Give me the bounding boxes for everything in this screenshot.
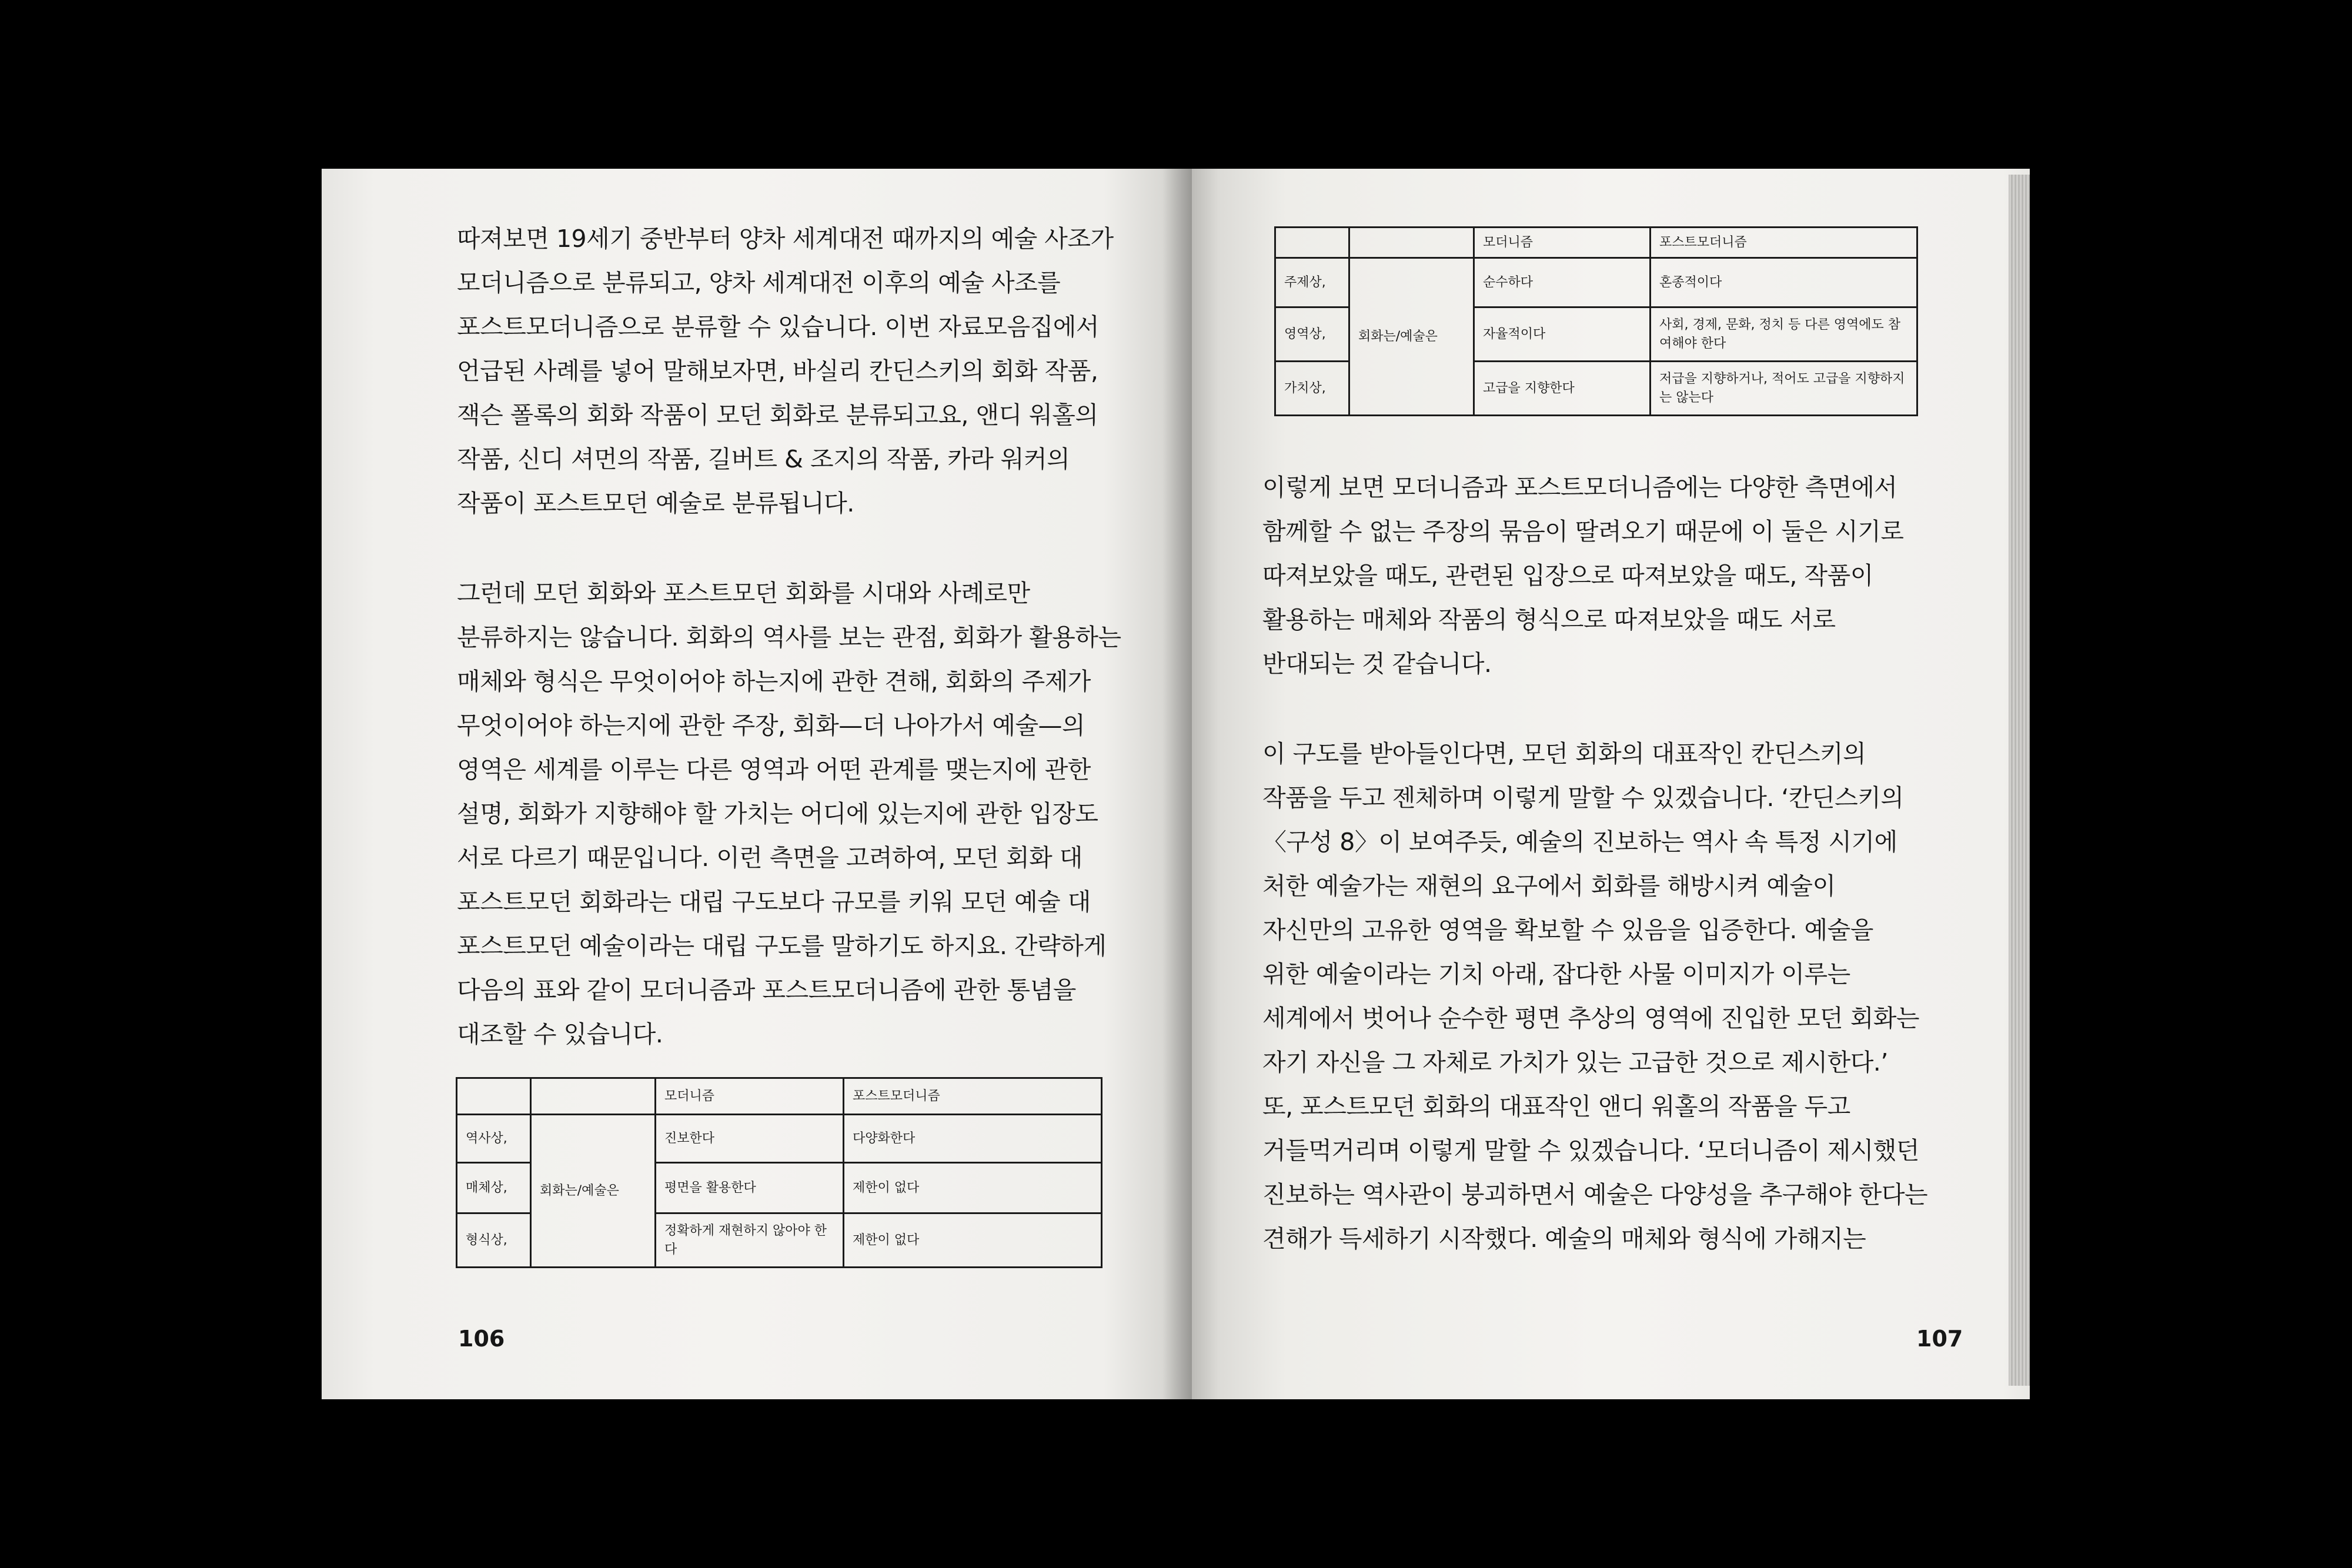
page-edge (2009, 175, 2030, 1386)
text-line: 무엇이어야 하는지에 관한 주장, 회화—더 나아가서 예술—의 (457, 711, 1085, 740)
page-number-right: 107 (1916, 1326, 1963, 1352)
text-line: 함께할 수 없는 주장의 묶음이 딸려오기 때문에 이 둘은 시기로 (1262, 517, 1904, 546)
text-line: 분류하지는 않습니다. 회화의 역사를 보는 관점, 회화가 활용하는 (457, 623, 1121, 651)
table-cell: 진보한다 (656, 1115, 844, 1163)
table-cell: 평면을 활용한다 (656, 1163, 844, 1213)
text-line: 영역은 세계를 이루는 다른 영역과 어떤 관계를 맺는지에 관한 (457, 755, 1091, 784)
right-page (1192, 169, 2030, 1399)
text-line: 작품이 포스트모던 예술로 분류됩니다. (457, 489, 854, 517)
table-cell: 혼종적이다 (1651, 258, 1917, 307)
text-line: 포스트모던 회화라는 대립 구도보다 규모를 키워 모던 예술 대 (457, 888, 1091, 916)
table-header-modernism: 모더니즘 (1474, 228, 1651, 258)
table-cell: 제한이 없다 (844, 1213, 1102, 1268)
text-line: 작품을 두고 젠체하며 이렇게 말할 수 있겠습니다. ‘칸딘스키의 (1262, 784, 1904, 812)
table-cell (457, 1078, 531, 1115)
table-cell: 다양화한다 (844, 1115, 1102, 1163)
text-line: 언급된 사례를 넣어 말해보자면, 바실리 칸딘스키의 회화 작품, (457, 357, 1098, 385)
table-row (457, 1115, 1102, 1163)
table-header-modernism: 모더니즘 (656, 1078, 844, 1115)
text-line: 포스트모던 예술이라는 대립 구도를 말하기도 하지요. 간략하게 (457, 932, 1107, 960)
comparison-table-right (1274, 226, 1918, 416)
table-header-row (1275, 228, 1917, 258)
text-line: 반대되는 것 같습니다. (1262, 650, 1492, 678)
text-line: 포스트모더니즘으로 분류할 수 있습니다. 이번 자료모음집에서 (457, 313, 1099, 341)
table-aspect-cell: 매체상, (457, 1163, 531, 1213)
table-subject-cell: 회화는/예술은 (531, 1115, 656, 1268)
gutter-shadow (1162, 169, 1192, 1399)
text-line: 매체와 형식은 무엇이어야 하는지에 관한 견해, 회화의 주제가 (457, 667, 1091, 696)
table-cell: 정확하게 재현하지 않아야 한다 (656, 1213, 844, 1268)
table-cell: 저급을 지향하거나, 적어도 고급을 지향하지는 않는다 (1651, 362, 1917, 416)
text-line: 자신만의 고유한 영역을 확보할 수 있음을 입증한다. 예술을 (1262, 916, 1873, 944)
table-aspect-cell: 가치상, (1275, 362, 1349, 416)
text-line: 다음의 표와 같이 모더니즘과 포스트모더니즘에 관한 통념을 (457, 976, 1076, 1004)
table-header-postmodernism: 포스트모더니즘 (1651, 228, 1917, 258)
text-line: 작품, 신디 셔먼의 작품, 길버트 & 조지의 작품, 카라 워커의 (457, 445, 1070, 473)
table-cell: 제한이 없다 (844, 1163, 1102, 1213)
comparison-table-left (456, 1077, 1102, 1268)
text-line: 모더니즘으로 분류되고, 양차 세계대전 이후의 예술 사조를 (457, 269, 1061, 297)
text-line: 이 구도를 받아들인다면, 모던 회화의 대표작인 칸딘스키의 (1262, 740, 1866, 768)
table-cell: 고급을 지향한다 (1474, 362, 1651, 416)
text-line: 활용하는 매체와 작품의 형식으로 따져보았을 때도 서로 (1262, 606, 1836, 634)
text-line: 위한 예술이라는 기치 아래, 잡다한 사물 이미지가 이루는 (1262, 960, 1850, 988)
text-line: 따져보면 19세기 중반부터 양차 세계대전 때까지의 예술 사조가 (457, 225, 1114, 253)
text-line: 거들먹거리며 이렇게 말할 수 있겠습니다. ‘모더니즘이 제시했던 (1262, 1136, 1920, 1165)
text-line: 그런데 모던 회화와 포스트모던 회화를 시대와 사례로만 (457, 579, 1030, 607)
text-line: 자기 자신을 그 자체로 가치가 있는 고급한 것으로 제시한다.’ (1262, 1048, 1888, 1076)
table-header-postmodernism: 포스트모더니즘 (844, 1078, 1102, 1115)
table-cell: 자율적이다 (1474, 307, 1651, 362)
table-cell (1275, 228, 1349, 258)
left-page (322, 169, 1192, 1399)
text-line: 설명, 회화가 지향해야 할 가치는 어디에 있는지에 관한 입장도 (457, 800, 1098, 828)
table-aspect-cell: 역사상, (457, 1115, 531, 1163)
table-aspect-cell: 형식상, (457, 1213, 531, 1268)
text-line: 서로 다르기 때문입니다. 이런 측면을 고려하여, 모던 회화 대 (457, 844, 1083, 872)
text-line: 잭슨 폴록의 회화 작품이 모던 회화로 분류되고요, 앤디 워홀의 (457, 401, 1098, 429)
table-cell: 순수하다 (1474, 258, 1651, 307)
book-spread (322, 169, 2030, 1399)
table-aspect-cell: 영역상, (1275, 307, 1349, 362)
text-line: 또, 포스트모던 회화의 대표작인 앤디 워홀의 작품을 두고 (1262, 1092, 1850, 1121)
text-line: 대조할 수 있습니다. (457, 1020, 663, 1048)
text-line: 〈구성 8〉이 보여주듯, 예술의 진보하는 역사 속 특정 시기에 (1262, 828, 1897, 856)
text-line: 세계에서 벗어나 순수한 평면 추상의 영역에 진입한 모던 회화는 (1262, 1004, 1920, 1032)
paragraph-gap (1262, 686, 1927, 732)
text-line: 이렇게 보면 모더니즘과 포스트모더니즘에는 다양한 측면에서 (1262, 473, 1897, 502)
right-page-body (1262, 466, 1927, 1261)
text-line: 따져보았을 때도, 관련된 입장으로 따져보았을 때도, 작품이 (1262, 561, 1873, 590)
page-number-left: 106 (458, 1326, 505, 1352)
table-header-row (457, 1078, 1102, 1115)
table-cell (531, 1078, 656, 1115)
text-line: 진보하는 역사관이 붕괴하면서 예술은 다양성을 추구해야 한다는 (1262, 1181, 1928, 1209)
table-aspect-cell: 주제상, (1275, 258, 1349, 307)
text-line: 처한 예술가는 재현의 요구에서 회화를 해방시켜 예술이 (1262, 872, 1836, 900)
text-line: 견해가 득세하기 시작했다. 예술의 매체와 형식에 가해지는 (1262, 1225, 1866, 1253)
paragraph-gap (457, 526, 1121, 571)
table-row (1275, 258, 1917, 307)
table-cell (1349, 228, 1474, 258)
left-page-body (457, 217, 1121, 1101)
table-subject-cell: 회화는/예술은 (1349, 258, 1474, 416)
table-cell: 사회, 경제, 문화, 정치 등 다른 영역에도 참여해야 한다 (1651, 307, 1917, 362)
